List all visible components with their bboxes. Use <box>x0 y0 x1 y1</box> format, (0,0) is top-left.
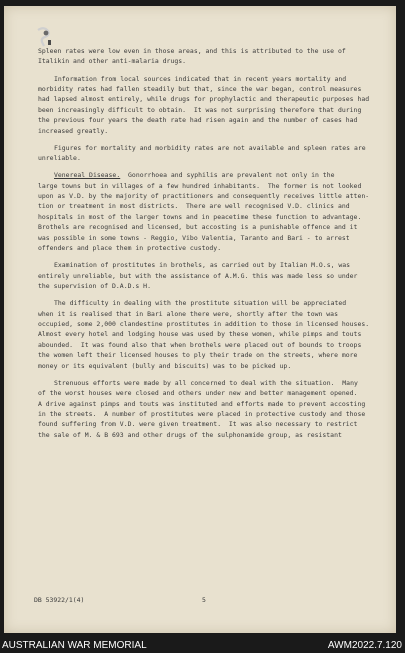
paragraph-gap <box>38 67 384 74</box>
line-text: in the streets. A number of prostitutes were placed in protective custody and those <box>38 409 366 418</box>
line-text: when it is realised that in Bari alone there were, shortly after the town was <box>38 309 338 318</box>
text-line <box>38 329 384 339</box>
text-line <box>38 233 384 243</box>
text-line <box>38 319 384 329</box>
text-line <box>38 105 384 115</box>
text-line <box>38 84 384 94</box>
text-line <box>38 419 384 429</box>
text-line <box>38 94 384 104</box>
text-line <box>38 74 384 84</box>
line-text: entirely unreliable, but with the assistance of A.M.G. this was made less so under <box>38 271 358 280</box>
document-body <box>38 46 384 440</box>
text-line <box>38 378 384 388</box>
text-line <box>38 271 384 281</box>
line-text: upon as V.D. by the majority of practitioners and consequently receives little atten- <box>38 192 370 201</box>
text-line <box>38 430 384 440</box>
text-line <box>38 388 384 398</box>
text-line <box>38 212 384 222</box>
line-text: been increasingly difficult to obtain. It was not surprising therefore that during <box>38 105 362 114</box>
text-line <box>38 361 384 371</box>
line-text: large towns but in villages of a few hundred inhabitants. The former is not looked <box>38 181 362 190</box>
line-text: Brothels are recognised and licensed, but accosting is a punishable offence and it <box>38 223 358 232</box>
paragraph-gap <box>38 164 384 171</box>
line-text: tion or treatment in most districts. There are well recognised V.D. clinics and <box>38 202 350 211</box>
line-text: Strenuous efforts were made by all concerned to deal with the situation. Many <box>54 378 358 387</box>
footer-institution: AUSTRALIAN WAR MEMORIAL <box>2 640 147 651</box>
text-line <box>38 243 384 253</box>
line-text: Examination of prostitutes in brothels, as carried out by Italian M.O.s, was <box>54 261 351 270</box>
line-text: abounded. It was found also that when brothels were placed out of bounds to troops <box>38 340 362 349</box>
text-line <box>38 309 384 319</box>
text-line <box>38 115 384 125</box>
line-text: the women left their licensed houses to ply their trade on the streets, where more <box>38 351 358 360</box>
text-line <box>38 153 384 163</box>
line-text: occupied, some 2,000 clandestine prostitutes in addition to those in licensed houses. <box>38 319 370 328</box>
paragraph-gap <box>38 371 384 378</box>
text-line <box>38 46 384 56</box>
line-text: the supervision of D.A.D.s H. <box>38 282 151 290</box>
text-line <box>38 170 384 180</box>
document-page <box>4 6 396 633</box>
document-reference: DB 53922/1(4) <box>34 596 85 604</box>
line-text: the sale of M. & B 693 and other drugs of the sulphonamide group, as resistant <box>38 430 342 439</box>
line-text: had lapsed almost entirely, while drugs for prophylactic and therapeutic purposes had <box>38 95 370 104</box>
text-line <box>38 201 384 211</box>
line-text: Gonorrhoea and syphilis are prevalent not only in the <box>120 171 335 180</box>
text-line <box>38 222 384 232</box>
line-text: hospitals in most of the larger towns and in peacetime these function to advantage. <box>38 212 362 221</box>
line-text: Information from local sources indicated that in recent years mortality and <box>54 74 347 83</box>
text-line <box>38 143 384 153</box>
paragraph-gap <box>38 291 384 298</box>
footer-accession-number: AWM2022.7.120 <box>327 640 402 651</box>
line-text: money or its equivalent (bully and biscuits) was to be picked up. <box>38 361 292 370</box>
line-text: A drive against pimps and touts was instituted and efforts made to prevent accosting <box>38 399 366 408</box>
line-text: Spleen rates were low even in those areas, and this is attributed to the use of <box>38 47 346 55</box>
line-text: found suffering from V.D. were given treatment. It was also necessary to restrict <box>38 420 358 429</box>
text-line <box>38 409 384 419</box>
page-number: 5 <box>202 596 206 604</box>
line-text: of the worst houses were closed and others under new and better management opened. <box>38 389 358 398</box>
line-text: Almost every hotel and lodging house was used by these women, while pimps and touts <box>38 330 362 339</box>
line-text: The difficulty in dealing with the prostitute situation will be appreciated <box>54 299 347 308</box>
text-line <box>38 191 384 201</box>
paragraph-gap <box>38 136 384 143</box>
line-text: unreliable. <box>38 154 81 163</box>
text-line <box>38 181 384 191</box>
text-line <box>38 399 384 409</box>
line-text: was possible in some towns - Reggio, Vibo Valentia, Taranto and Bari - to arrest <box>38 233 350 242</box>
paper-clip-icon <box>34 26 54 48</box>
text-line <box>38 340 384 350</box>
line-text: morbidity rates had fallen steadily but that, since the war began, control measures <box>38 84 362 93</box>
footer-bar <box>0 639 405 653</box>
line-text: offenders and place them in protective custody. <box>38 244 222 253</box>
section-heading: Venereal Disease. <box>54 171 121 180</box>
line-text: Figures for mortality and morbidity rates are not available and spleen rates are <box>54 143 366 152</box>
line-text: Italikin and other anti-malaria drugs. <box>38 57 187 66</box>
text-line <box>38 56 384 66</box>
text-line <box>38 298 384 308</box>
paragraph-gap <box>38 253 384 260</box>
line-text: increased greatly. <box>38 126 109 135</box>
line-text: the previous four years the death rate had risen again and the number of cases had <box>38 116 358 125</box>
text-line <box>38 126 384 136</box>
text-line <box>38 350 384 360</box>
text-line <box>38 260 384 270</box>
text-line <box>38 281 384 291</box>
